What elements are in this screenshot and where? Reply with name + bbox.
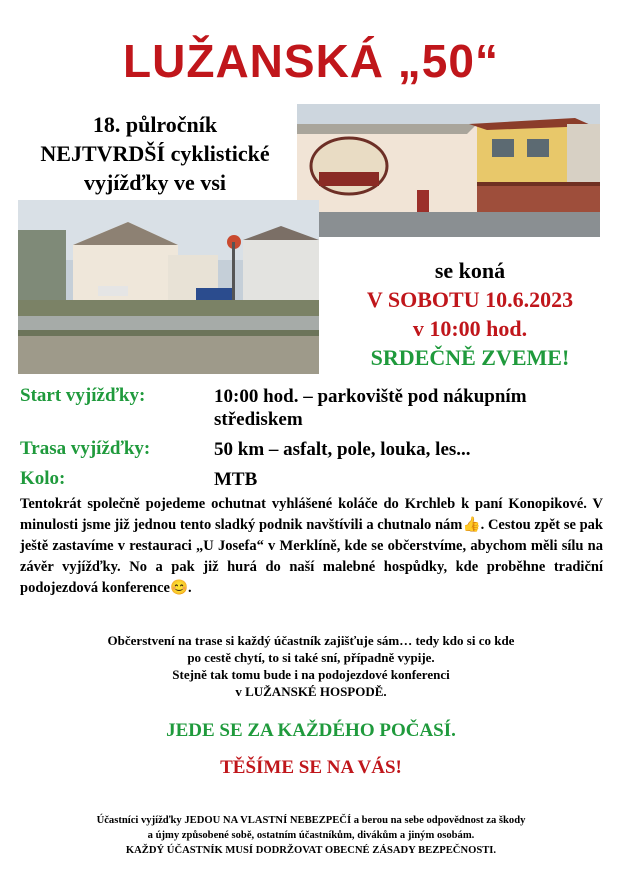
disclaimer — [0, 813, 622, 858]
event-intro: se koná — [434, 258, 506, 283]
welcome-slogan: TĚŠÍME SE NA VÁS! — [220, 757, 402, 778]
subtitle-line-1: 18. půlročník — [92, 112, 218, 137]
paragraph-part-1: Tentokrát společně pojedeme ochutnat vyhlášené koláče do Krchleb k paní Konopikové. V minulosti jsme již jednou tento sladký podnik navštívili a chutnalo nám — [20, 496, 603, 533]
smile-icon: 😊 — [169, 580, 189, 596]
bike-value: MTB — [214, 469, 258, 490]
poster-title: LUŽANSKÁ „50“ — [123, 35, 499, 87]
event-time: v 10:00 hod. — [412, 316, 528, 341]
disclaimer-line-1: Účastníci vyjížďky JEDOU NA VLASTNÍ NEBEZPEČÍ a berou na sebe odpovědnost za škody — [96, 815, 526, 826]
subtitle-line-2: NEJTVRDŠÍ cyklistické — [40, 141, 270, 166]
event-invite: SRDEČNĚ ZVEME! — [370, 345, 570, 370]
disclaimer-line-2: a újmy způsobené sobě, ostatním účastníkům, divákům a jiným osobám. — [147, 830, 475, 841]
photo-village-building — [18, 200, 319, 374]
refreshment-line-3: Stejně tak tomu bude i na podojezdové konferenci — [172, 667, 450, 682]
event-date: V SOBOTU 10.6.2023 — [366, 287, 574, 312]
event-details — [318, 256, 622, 372]
description-paragraph — [20, 494, 603, 599]
start-value — [214, 385, 594, 431]
bike-label: Kolo: — [20, 468, 66, 489]
photo-bakery-building — [297, 104, 600, 237]
weather-slogan: JEDE SE ZA KAŽDÉHO POČASÍ. — [166, 720, 456, 741]
start-label: Start vyjížďky: — [20, 385, 146, 406]
refreshment-line-1: Občerstvení na trase si každý účastník zajišťuje sám… tedy kdo si co kde — [107, 633, 515, 648]
refreshment-line-4: v LUŽANSKÉ HOSPODĚ. — [235, 684, 387, 699]
subtitle-line-3: vyjížďky ve vsi — [83, 170, 226, 195]
route-value: 50 km – asfalt, pole, louka, les... — [214, 439, 471, 460]
paragraph-part-3: . — [188, 580, 192, 596]
refreshment-line-2: po cestě chytí, to si také sní, případně vypije. — [187, 650, 435, 665]
thumbs-up-icon: 👍 — [462, 517, 481, 533]
paragraph-part-2: . Cestou zpět se pak ještě zastavíme v restauraci „U Josefa“ v Merklíně, kde se občerstvíme, abychom měli sílu na závěr vyjížďky. No a pak již hurá do naší malebné hospůdky, kde proběhne tradiční podojezdová konference — [20, 517, 603, 596]
refreshment-info — [0, 632, 622, 700]
subtitle — [10, 110, 300, 197]
start-value-line-2: střediskem — [214, 409, 303, 430]
start-value-line-1: 10:00 hod. – parkoviště pod nákupním — [214, 386, 527, 407]
route-label: Trasa vyjížďky: — [20, 438, 151, 459]
disclaimer-line-3: KAŽDÝ ÚČASTNÍK MUSÍ DODRŽOVAT OBECNÉ ZÁSADY BEZPEČNOSTI. — [125, 845, 497, 856]
